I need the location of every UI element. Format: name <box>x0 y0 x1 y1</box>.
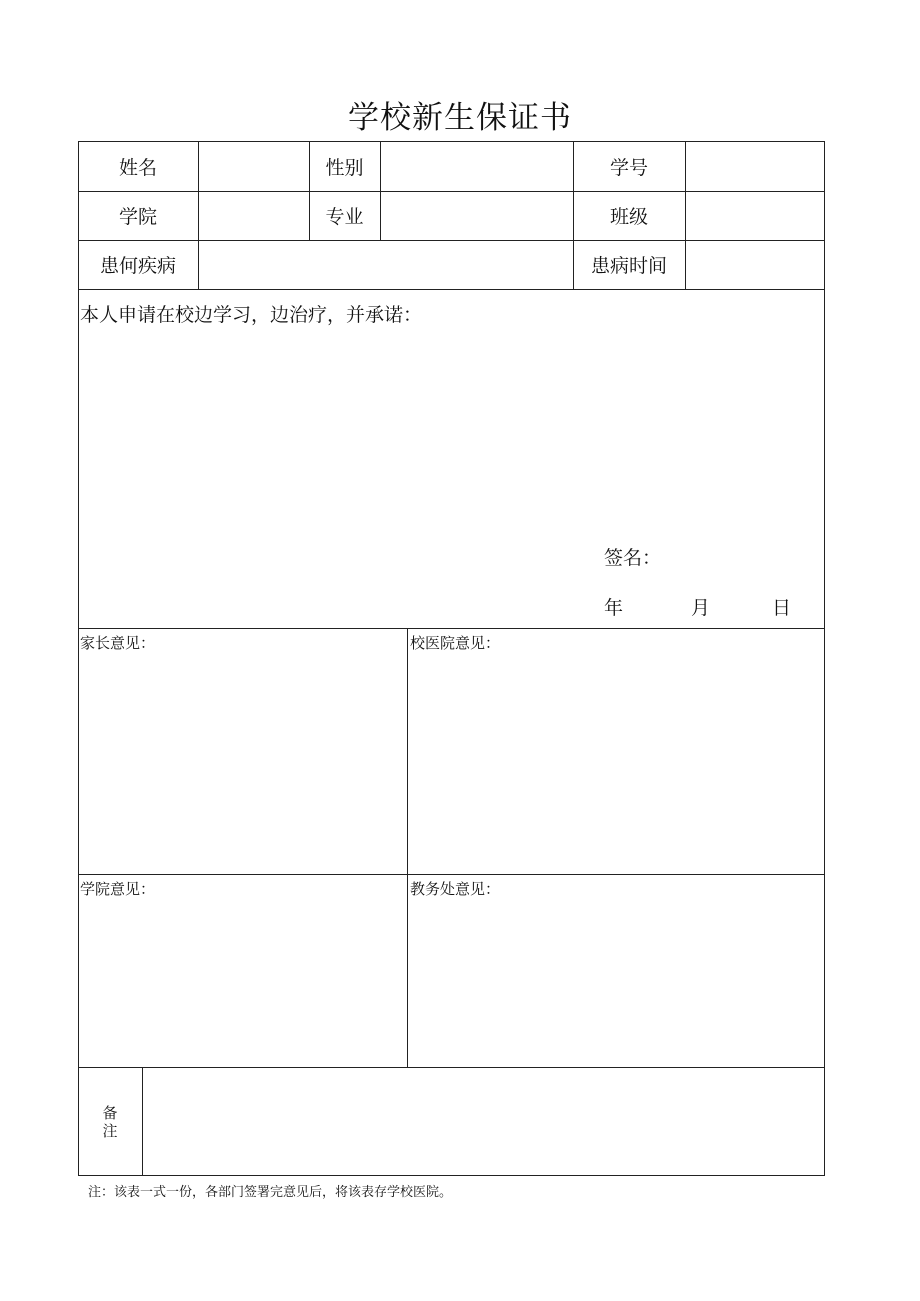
gender-field[interactable] <box>381 141 573 191</box>
college-field[interactable] <box>199 191 309 240</box>
hospital-opinion-label: 校医院意见： <box>410 634 501 652</box>
statement-text: 本人申请在校边学习，边治疗，并承诺： <box>80 304 423 326</box>
form-table <box>78 141 825 1176</box>
class-field[interactable] <box>686 191 825 240</box>
page-title: 学校新生保证书 <box>348 100 572 136</box>
year-label: 年 <box>604 597 624 619</box>
row-divider <box>78 628 825 629</box>
disease-field[interactable] <box>199 240 573 289</box>
remarks-label-char1: 备 <box>102 1104 118 1122</box>
major-label: 专业 <box>325 206 364 228</box>
parent-opinion-label: 家长意见： <box>80 634 156 652</box>
row-divider <box>78 289 825 290</box>
day-label: 日 <box>772 597 792 619</box>
disease-label: 患何疾病 <box>99 255 176 277</box>
student-id-field[interactable] <box>686 141 825 191</box>
row-divider <box>78 874 825 875</box>
disease-time-field[interactable] <box>686 240 825 289</box>
gender-label: 性别 <box>325 156 364 179</box>
remarks-field[interactable] <box>143 1068 824 1175</box>
academic-opinion-label: 教务处意见： <box>410 880 501 898</box>
footnote: 注：该表一式一份，各部门签署完意见后，将该表存学校医院。 <box>88 1185 453 1200</box>
student-id-label: 学号 <box>609 156 648 179</box>
college-label: 学院 <box>118 206 157 228</box>
signature-label: 签名： <box>604 547 662 569</box>
remarks-label-char2: 注 <box>102 1122 118 1140</box>
col-divider <box>407 628 408 1067</box>
disease-time-label: 患病时间 <box>590 255 667 277</box>
name-label: 姓名 <box>118 156 157 179</box>
major-field[interactable] <box>381 191 573 240</box>
name-field[interactable] <box>199 141 309 191</box>
college-opinion-label: 学院意见： <box>80 880 156 898</box>
month-label: 月 <box>691 597 711 619</box>
class-label: 班级 <box>609 206 648 228</box>
